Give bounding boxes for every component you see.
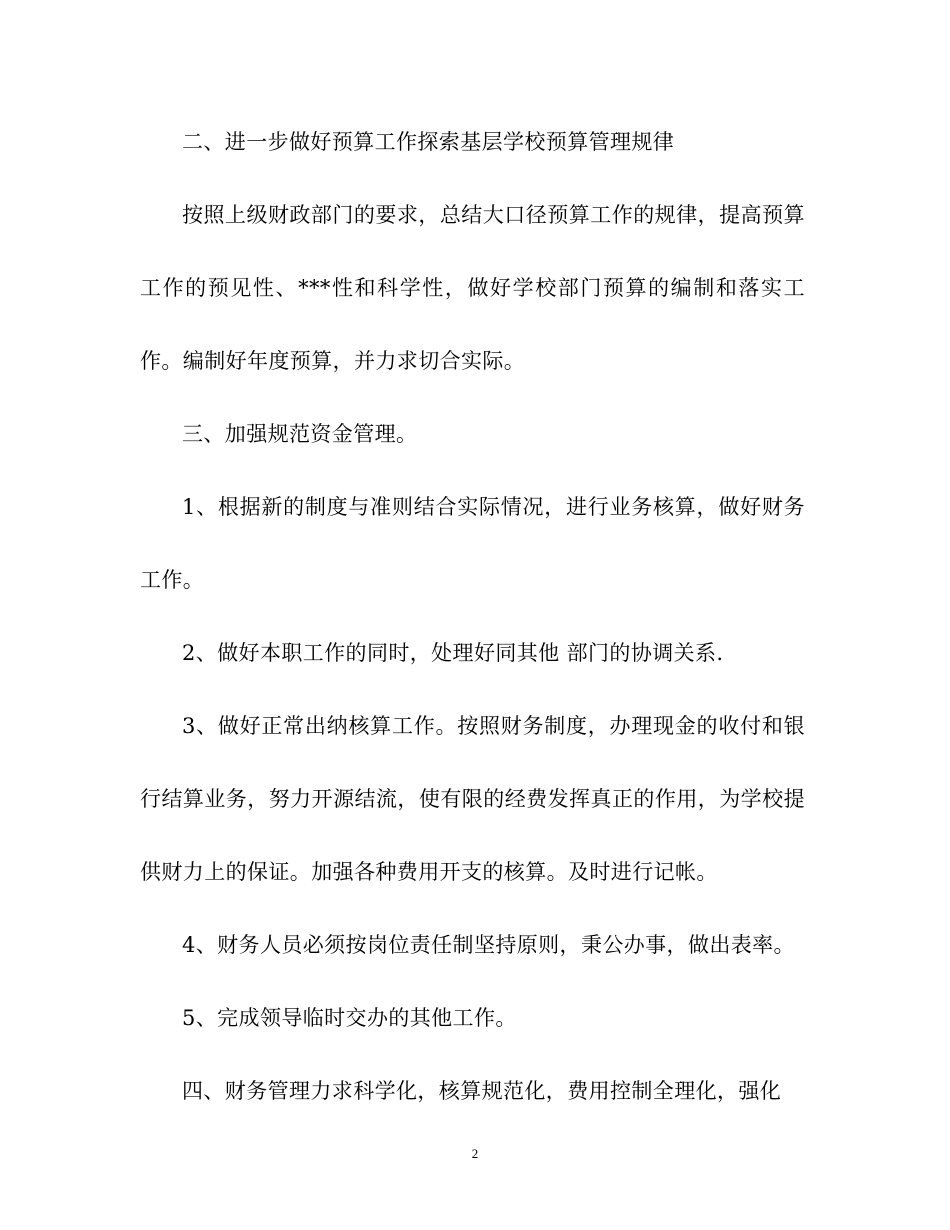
section-heading-2: 二、进一步做好预算工作探索基层学校预算管理规律 — [182, 130, 675, 154]
list-item-4: 4、财务人员必须按岗位责任制坚持原则，秉公办事，做出表率。 — [182, 933, 795, 957]
paragraph-budget-work: 按照上级财政部门的要求，总结大口径预算工作的规律，提高预算工作的预见性、***性和科学性，做好学校部门预算的编制和落实工作。编制好年度预算，并力求切合实际。 — [140, 203, 805, 373]
section-heading-3: 三、加强规范资金管理。 — [182, 422, 418, 446]
list-item-1: 1、根据新的制度与准则结合实际情况，进行业务核算，做好财务工作。 — [140, 495, 805, 592]
list-item-5: 5、完成领导临时交办的其他工作。 — [182, 1006, 517, 1030]
page-number: 2 — [471, 1146, 479, 1161]
list-item-2: 2、做好本职工作的同时，处理好同其他 部门的协调关系. — [182, 641, 724, 665]
section-heading-4: 四、财务管理力求科学化，核算规范化，费用控制全理化，强化 — [182, 1079, 782, 1103]
list-item-3: 3、做好正常出纳核算工作。按照财务制度，办理现金的收付和银行结算业务，努力开源结流，使有限的经费发挥真正的作用，为学校提供财力上的保证。加强各种费用开支的核算。及时进行记帐。 — [140, 714, 805, 884]
